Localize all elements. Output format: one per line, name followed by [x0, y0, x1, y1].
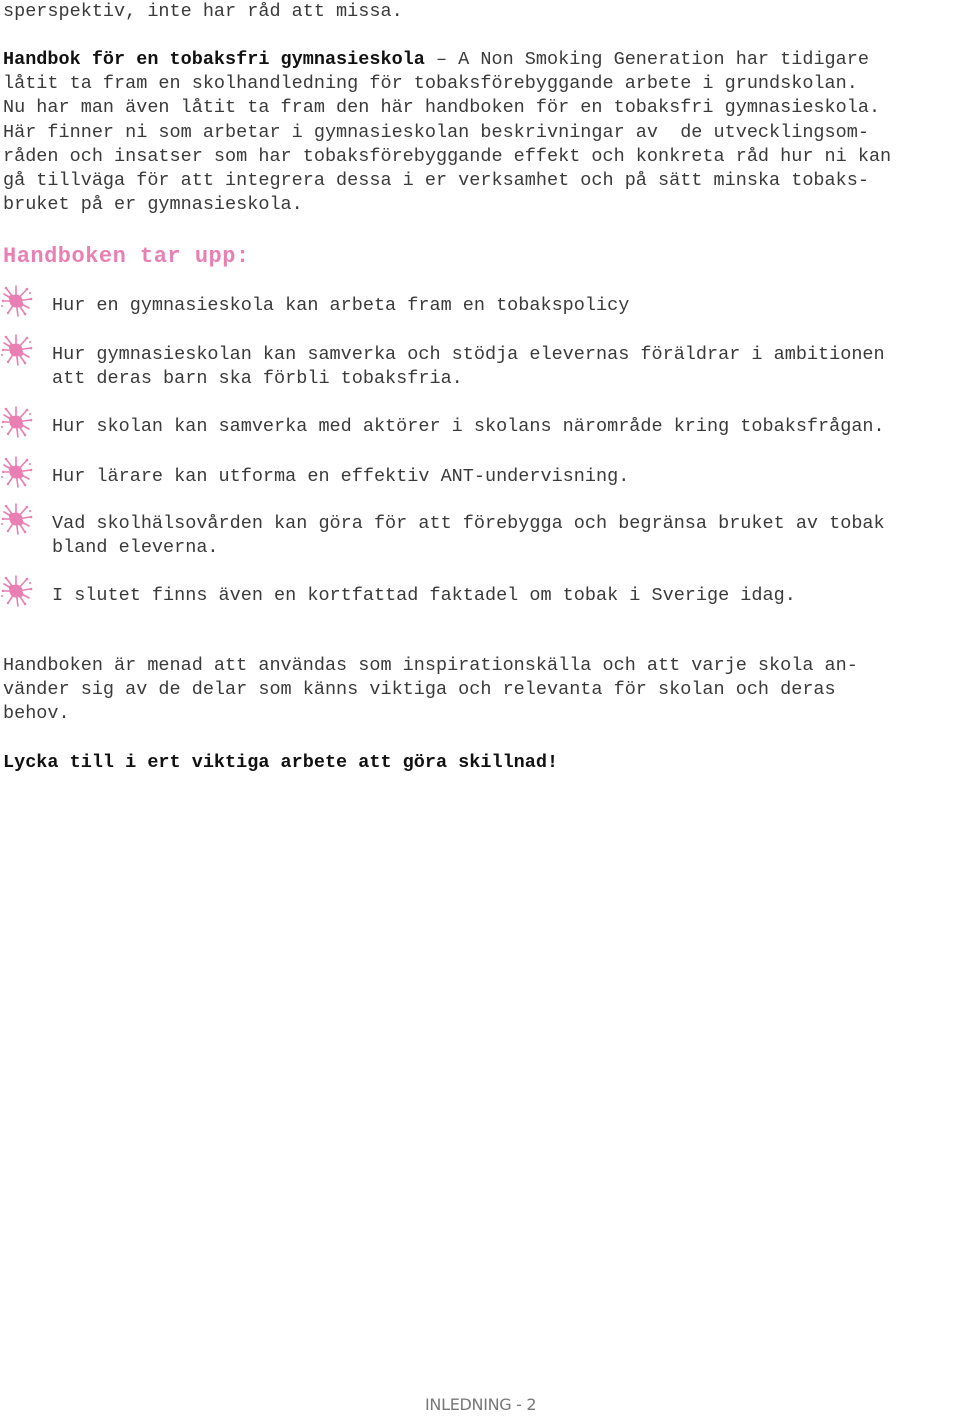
- handbook-title: Handbok för en tobaksfri gymnasieskola: [3, 49, 425, 70]
- pink-splat-icon: [0, 405, 34, 439]
- intro-line-5: råden och insatser som har tobaksförebyggande effekt och konkreta råd hur ni kan: [3, 145, 892, 167]
- list-item-line: att deras barn ska förbli tobaksfria.: [52, 368, 463, 390]
- list-item-line: Hur gymnasieskolan kan samverka och stödja elevernas föräldrar i ambitionen: [52, 344, 885, 365]
- list-item-line: bland eleverna.: [52, 537, 219, 559]
- intro-line-1: [3, 48, 960, 72]
- page-footer: INLEDNING - 2: [425, 1395, 537, 1414]
- list-item-line: Hur lärare kan utforma en effektiv ANT-undervisning.: [52, 466, 630, 487]
- intro-line-6: gå tillväga för att integrera dessa i er verksamhet och på sätt minska tobaks-: [3, 170, 869, 192]
- list-item-line: Vad skolhälsovården kan göra för att förebygga och begränsa bruket av tobak: [52, 513, 885, 534]
- intro-line-1-rest: – A Non Smoking Generation har tidigare: [424, 49, 869, 70]
- list-item-line: I slutet finns även en kortfattad faktadel om tobak i Sverige idag.: [52, 585, 796, 606]
- intro-line-4: Här finner ni som arbetar i gymnasieskolan beskrivningar av de utvecklingsom-: [3, 121, 869, 143]
- pink-splat-icon: [0, 284, 34, 318]
- pink-splat-icon: [0, 574, 34, 608]
- list-item-line: Hur skolan kan samverka med aktörer i skolans närområde kring tobaksfrågan.: [52, 416, 885, 437]
- list-item-line: Hur en gymnasieskola kan arbeta fram en tobakspolicy: [52, 295, 630, 316]
- pink-splat-icon: [0, 333, 34, 367]
- outro-line: Handboken är menad att användas som inspirationskälla och att varje skola an-: [3, 655, 858, 676]
- pink-splat-icon: [0, 455, 34, 489]
- intro-line-3: Nu har man även låtit ta fram den här handboken för en tobaksfri gymnasieskola.: [3, 97, 881, 119]
- outro-paragraph: [3, 654, 960, 727]
- top-line-text: sperspektiv, inte har råd att missa.: [3, 1, 403, 22]
- intro-line-2: låtit ta fram en skolhandledning för tobaksförebyggande arbete i grundskolan.: [3, 73, 858, 95]
- section-heading: Handboken tar upp:: [3, 244, 250, 269]
- intro-paragraph: [3, 48, 960, 217]
- pink-splat-icon: [0, 502, 34, 536]
- outro-line: behov.: [3, 703, 70, 725]
- outro-line: vänder sig av de delar som känns viktiga och relevanta för skolan och deras: [3, 679, 836, 701]
- closing-line: Lycka till i ert viktiga arbete att göra skillnad!: [3, 752, 559, 773]
- intro-line-7: bruket på er gymnasieskola.: [3, 194, 303, 216]
